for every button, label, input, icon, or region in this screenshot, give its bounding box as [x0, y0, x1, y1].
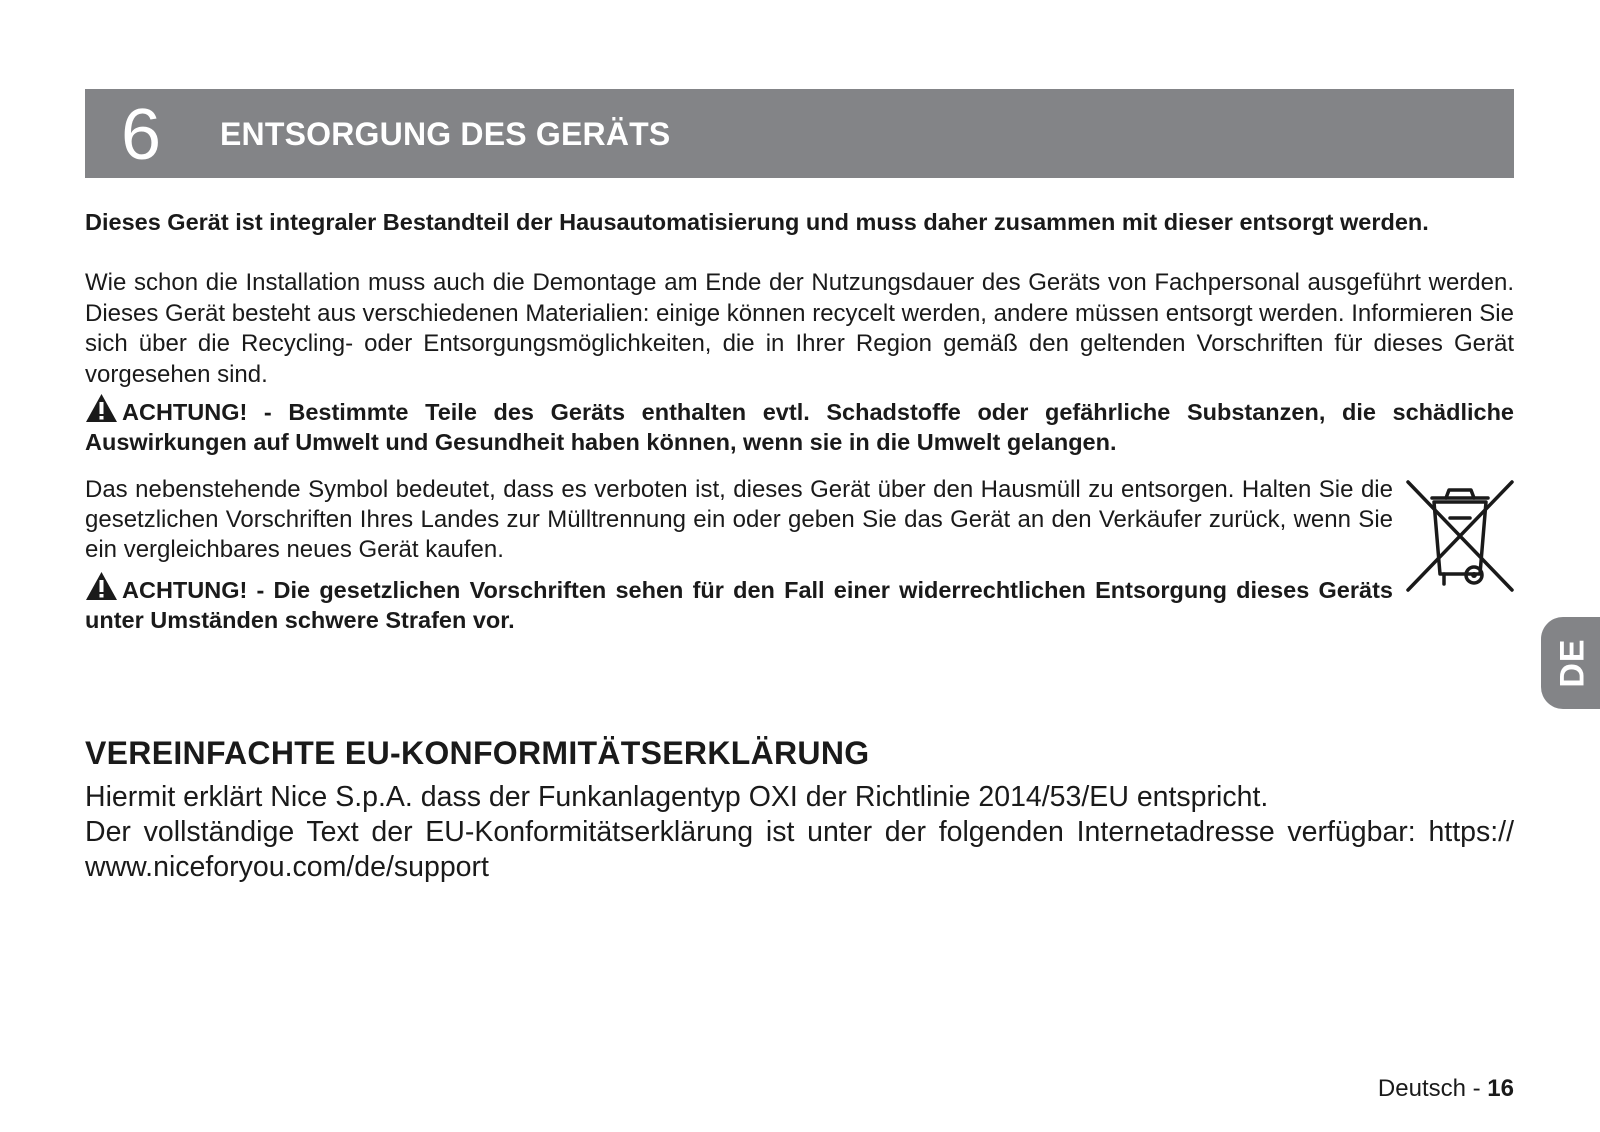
- section-header-bar: [85, 89, 1514, 178]
- section-title: ENTSORGUNG DES GERÄTS: [220, 116, 671, 152]
- page-number: 16: [1487, 1075, 1514, 1102]
- eu-declaration-heading: VEREINFACHTE EU-KONFORMITÄTSERKLÄRUNG: [85, 735, 870, 771]
- eu-declaration-text: [85, 780, 1514, 885]
- footer-separator: -: [1465, 1075, 1488, 1102]
- footer-language: Deutsch: [1377, 1075, 1466, 1102]
- eu-declaration-line-2: Der vollständige Text der EU-Konformitätserklärung ist unter der folgenden Internetadresse verfügbar: https:// www.niceforyou.com/de/support: [85, 816, 1514, 883]
- warning-triangle-icon: [85, 393, 118, 423]
- page-footer: [1378, 1074, 1514, 1104]
- section-number: 6: [121, 95, 162, 175]
- warning-paragraph-substances: [85, 393, 1514, 457]
- warning-text-penalties: ACHTUNG! - Die gesetzlichen Vorschriften sehen für den Fall einer widerrechtlichen Entsorgung dieses Geräts unter Umständen schwere Strafen vor.: [85, 577, 1393, 633]
- eu-declaration-line-1: Hiermit erklärt Nice S.p.A. dass der Funkanlagentyp OXI der Richtlinie 2014/53/EU entspricht.: [85, 781, 1269, 813]
- warning-text-substances: ACHTUNG! - Bestimmte Teile des Geräts enthalten evtl. Schadstoffe oder gefährliche Substanzen, die schädliche Auswirkungen auf Umwelt und Gesundheit haben können, wenn sie in die Umwelt gelangen.: [85, 399, 1514, 455]
- warning-triangle-icon: [85, 571, 118, 601]
- language-tab: [1541, 617, 1600, 709]
- symbol-explanation-paragraph: Das nebenstehende Symbol bedeutet, dass es verboten ist, dieses Gerät über den Hausmüll zu entsorgen. Halten Sie die gesetzlichen Vorschriften Ihres Landes zur Mülltrennung ein oder geben Sie das Gerät an den Verkäufer zurück, wenn Sie ein vergleichbares neues Gerät kaufen.: [85, 476, 1393, 563]
- language-tab-label: DE: [1553, 638, 1592, 688]
- intro-bold-paragraph: Dieses Gerät ist integraler Bestandteil der Hausautomatisierung und muss daher zusammen mit dieser entsorgt werden.: [85, 209, 1429, 235]
- crossed-out-wheelie-bin-icon: [1404, 478, 1516, 594]
- disposal-body-paragraph: Wie schon die Installation muss auch die Demontage am Ende der Nutzungsdauer des Geräts von Fachpersonal ausgeführt werden. Dieses Gerät besteht aus verschiedenen Materialien: einige können recycelt werden, andere müssen entsorgt werden. Informieren Sie sich über die Recycling- oder Entsorgungsmöglichkeiten, die in Ihrer Region gemäß den geltenden Vorschriften für dieses Gerät vorgesehen sind.: [85, 269, 1514, 388]
- warning-paragraph-penalties: [85, 571, 1393, 635]
